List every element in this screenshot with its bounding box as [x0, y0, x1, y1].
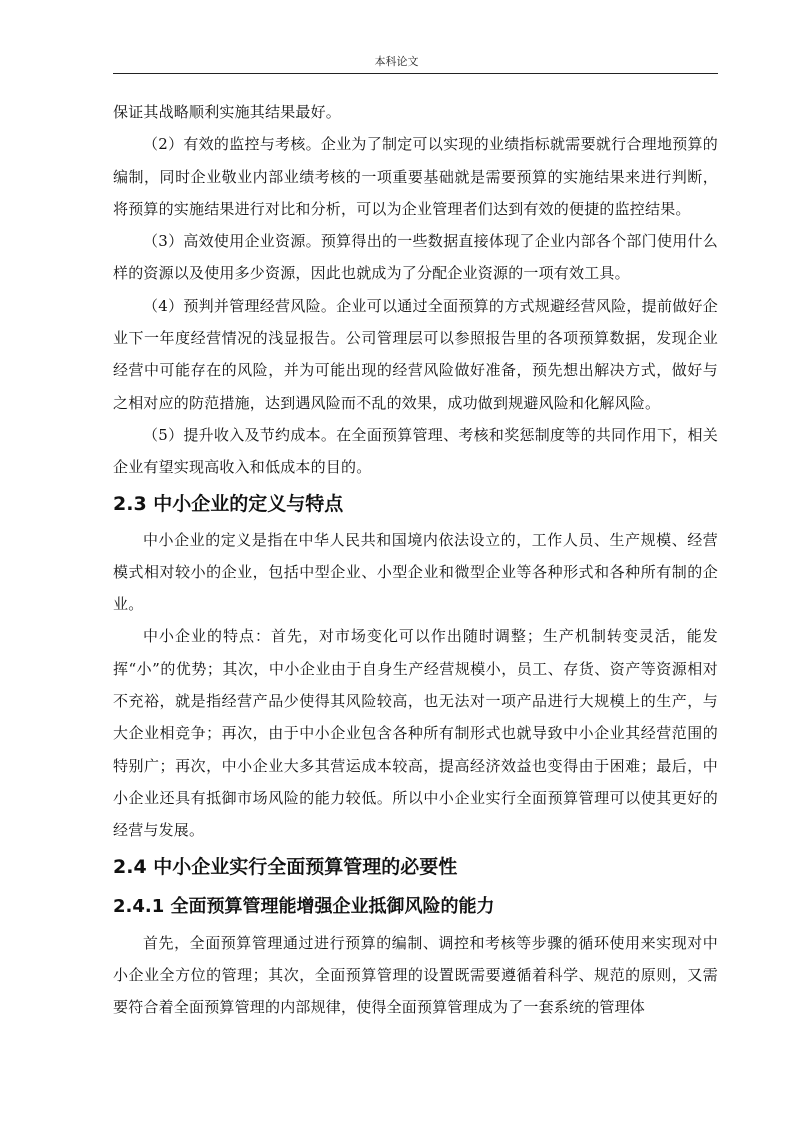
subsection-heading-2-4-1: 2.4.1 全面预算管理能增强企业抵御风险的能力 — [113, 895, 495, 917]
paragraph-monitoring: （2）有效的监控与考核。企业为了制定可以实现的业绩指标就需要就行合理地预算的编制，同时企业敬业内部业绩考核的一项重要基础就是需要预算的实施结果来进行判断，将预算的实施结果进行对比和分析，可以为企业管理者们达到有效的便捷的监控结果。 — [113, 135, 718, 218]
section-heading-2-3: 2.3 中小企业的定义与特点 — [113, 492, 344, 515]
paragraph-continuation: 保证其战略顺利实施其结果最好。 — [113, 103, 342, 121]
paragraph-risk-resistance: 首先，全面预算管理通过进行预算的编制、调控和考核等步骤的循环使用来实现对中小企业全方位的管理；其次，全面预算管理的设置既需要遵循着科学、规范的原则，又需要符合着全面预算管理的内部规律，使得全面预算管理成为了一套系统的管理体 — [113, 933, 718, 1017]
document-body — [113, 96, 718, 1023]
paragraph-sme-features: 中小企业的特点：首先，对市场变化可以作出随时调整；生产机制转变灵活，能发挥“小”的优势；其次，中小企业由于自身生产经营规模小，员工、存货、资产等资源相对不充裕，就是指经营产品少使得其风险较高，也无法对一项产品进行大规模上的生产，与大企业相竞争；再次，由于中小企业包含各种所有制形式也就导致中小企业其经营范围的特别广；再次，中小企业大多其营运成本较高，提高经济效益也变得由于困难；最后，中小企业还具有抵御市场风险的能力较低。所以中小企业实行全面预算管理可以使其更好的经营与发展。 — [113, 627, 718, 840]
paragraph-sme-definition: 中小企业的定义是指在中华人民共和国境内依法设立的，工作人员、生产规模、经营模式相对较小的企业，包括中型企业、小型企业和微型企业等各种形式和各种所有制的企业。 — [113, 530, 718, 614]
paragraph-resources: （3）高效使用企业资源。预算得出的一些数据直接体现了企业内部各个部门使用什么样的资源以及使用多少资源，因此也就成为了分配企业资源的一项有效工具。 — [113, 232, 718, 283]
paragraph-risk: （4）预判并管理经营风险。企业可以通过全面预算的方式规避经营风险，提前做好企业下一年度经营情况的浅显报告。公司管理层可以参照报告里的各项预算数据，发现企业经营中可能存在的风险，并为可能出现的经营风险做好准备，预先想出解决方式，做好与之相对应的防范措施，达到遇风险而不乱的效果，成功做到规避风险和化解风险。 — [113, 296, 718, 412]
section-heading-2-4: 2.4 中小企业实行全面预算管理的必要性 — [113, 855, 458, 878]
paragraph-revenue: （5）提升收入及节约成本。在全面预算管理、考核和奖惩制度等的共同作用下，相关企业有望实现高收入和低成本的目的。 — [113, 425, 718, 477]
page-header-title: 本科论文 — [374, 55, 419, 68]
header-divider — [113, 73, 718, 74]
